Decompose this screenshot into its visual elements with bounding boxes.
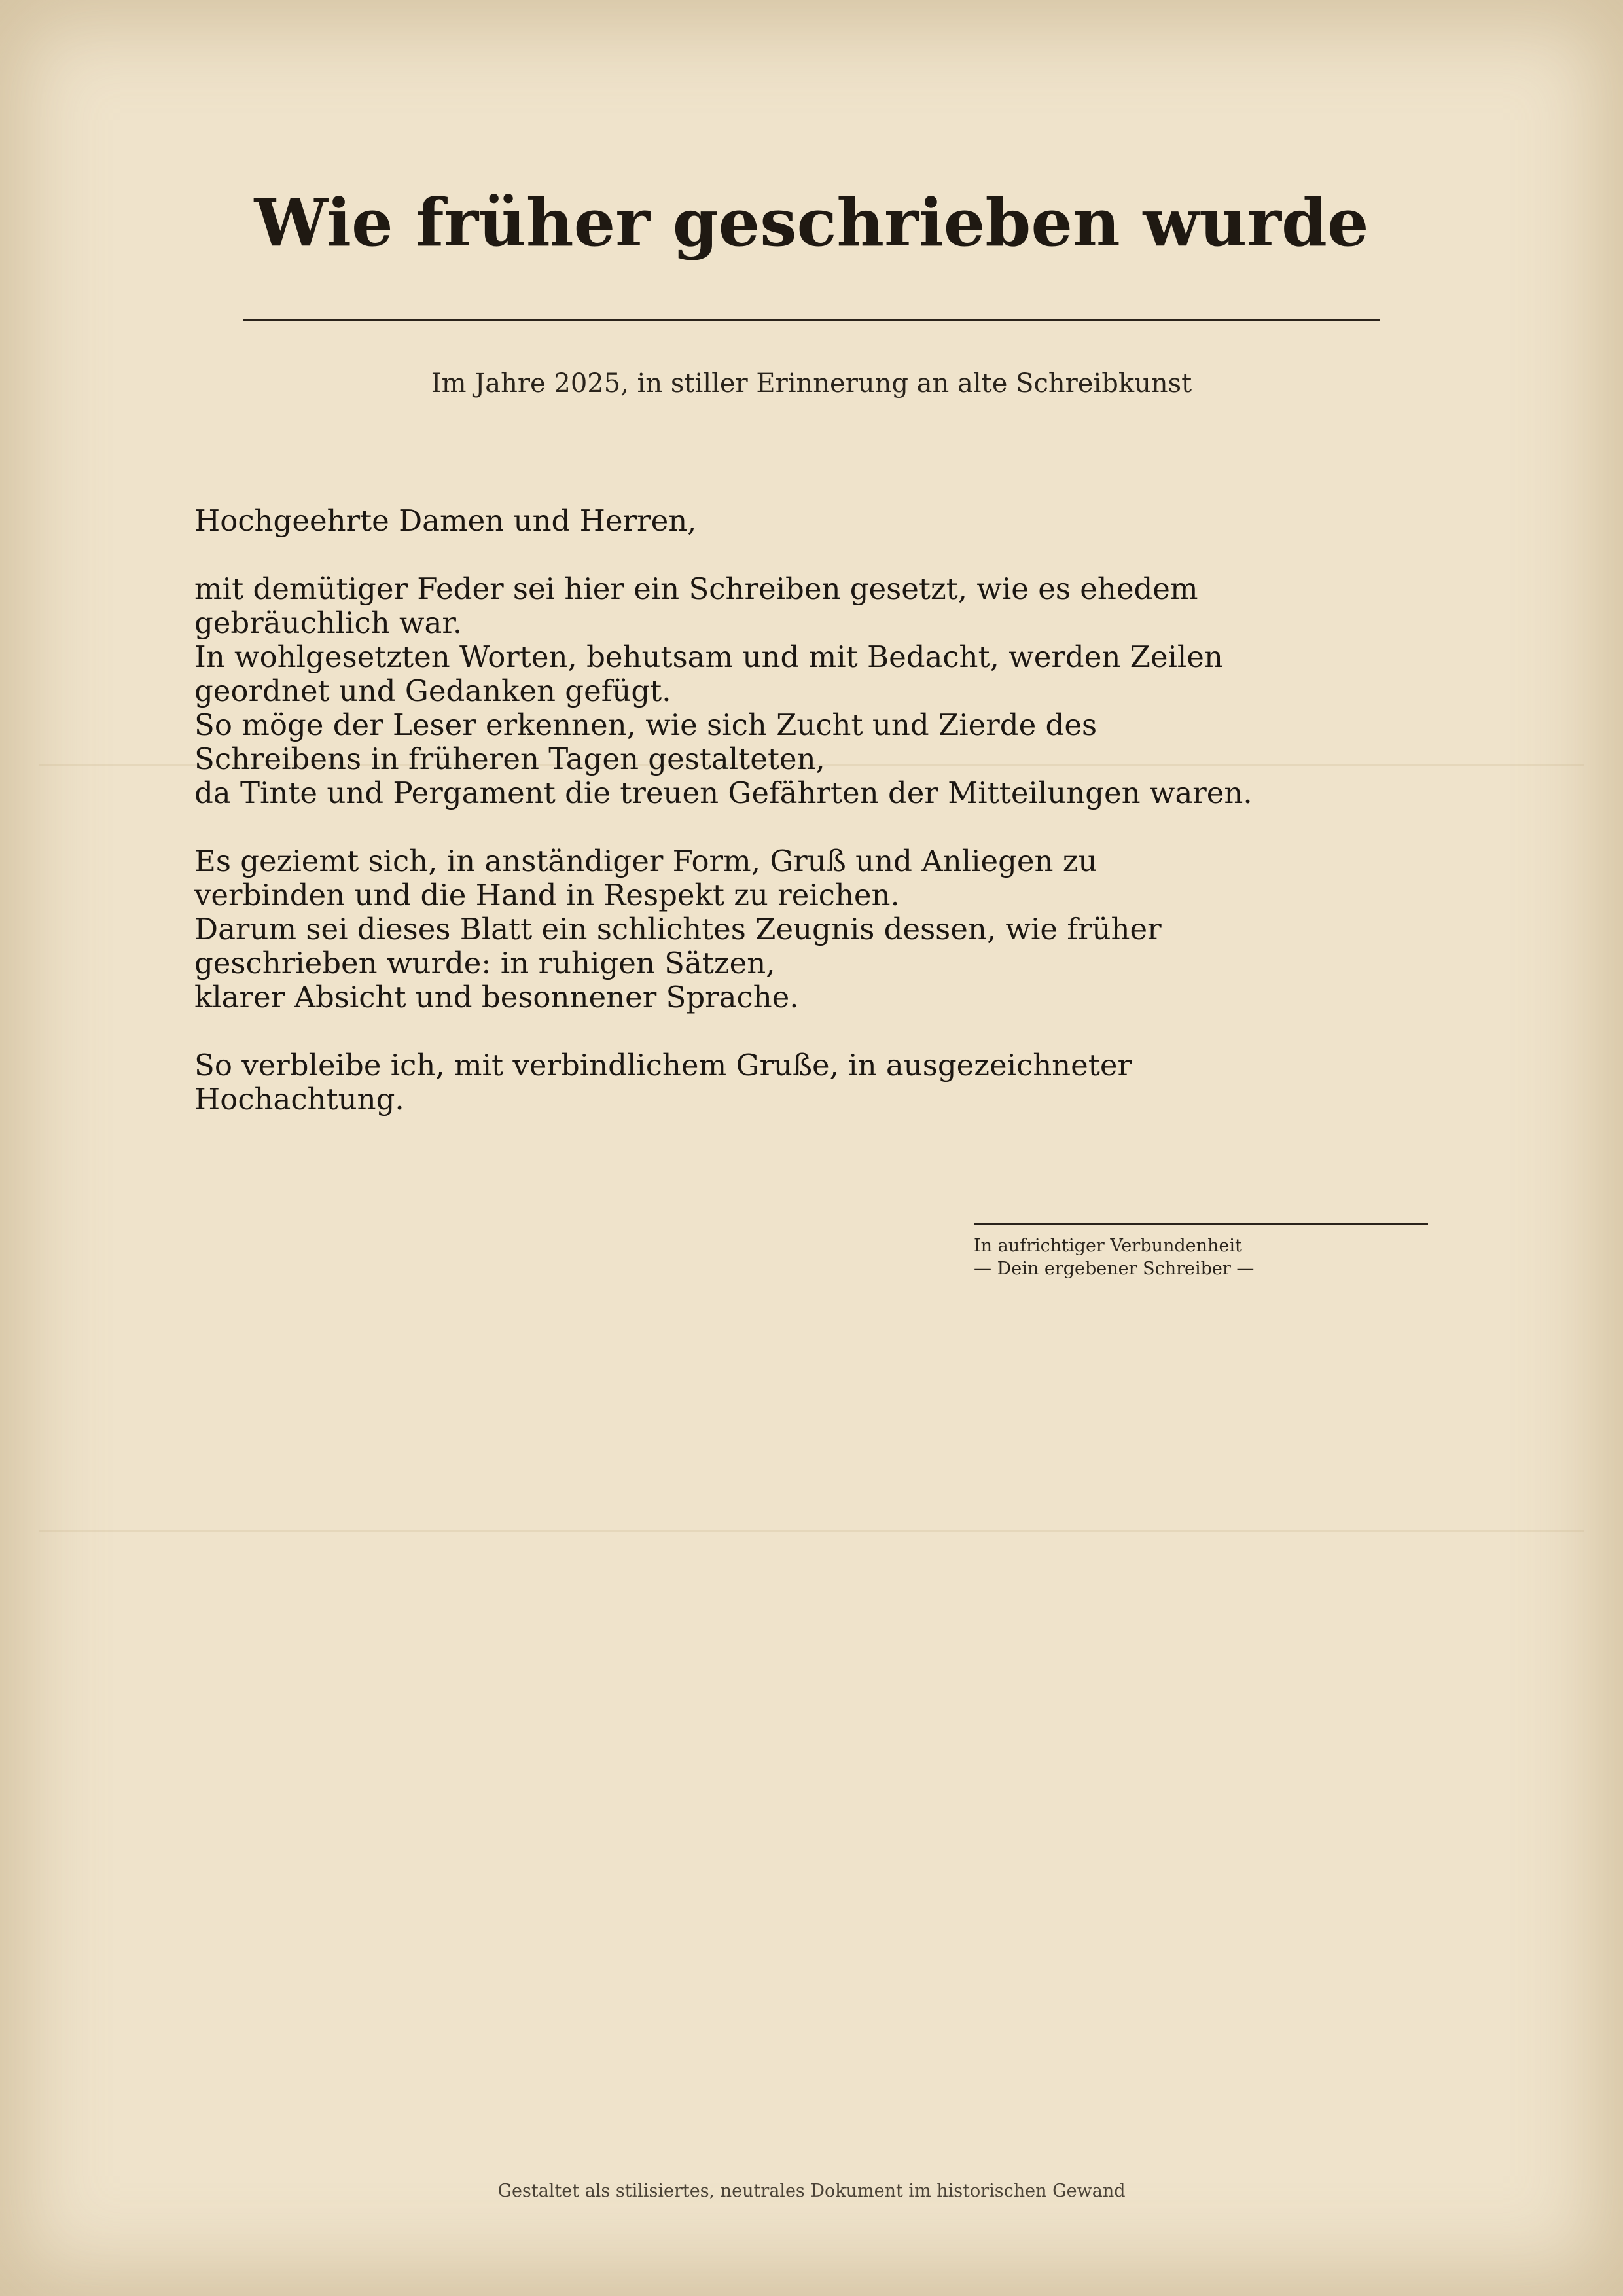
signature-rule — [974, 1223, 1428, 1225]
paragraph-2-line-3: klarer Absicht und besonnener Sprache. — [194, 980, 799, 1014]
fold-line-lower — [39, 1530, 1584, 1532]
signature-block — [974, 1234, 1254, 1280]
document-title: Wie früher geschrieben wurde — [254, 184, 1369, 261]
footer-note: Gestaltet als stilisiertes, neutrales Dokument im historischen Gewand — [497, 2181, 1126, 2201]
title-divider — [243, 319, 1380, 321]
paragraph-gap — [194, 1014, 1255, 1049]
salutation: Hochgeehrte Damen und Herren, — [194, 503, 697, 538]
closing-line: So verbleibe ich, mit verbindlichem Gruße, in ausgezeichneter Hochachtung. — [194, 1048, 1132, 1117]
paragraph-1-line-1: mit demütiger Feder sei hier ein Schreiben gesetzt, wie es ehedem gebräuchlich war. — [194, 571, 1198, 640]
paragraph-1-line-3: So möge der Leser erkennen, wie sich Zucht und Zierde des Schreibens in früheren Tagen gestalteten, — [194, 708, 1097, 776]
paragraph-2-line-1: Es geziemt sich, in anständiger Form, Gruß und Anliegen zu verbinden und die Hand in Respekt zu reichen. — [194, 844, 1097, 912]
paragraph-1-line-2: In wohlgesetzten Worten, behutsam und mit Bedacht, werden Zeilen geordnet und Gedanken gefügt. — [194, 639, 1223, 708]
document-subtitle: Im Jahre 2025, in stiller Erinnerung an alte Schreibkunst — [431, 368, 1192, 399]
paragraph-2-line-2: Darum sei dieses Blatt ein schlichtes Zeugnis dessen, wie früher geschrieben wurde: in ruhigen Sätzen, — [194, 912, 1162, 980]
letter-body — [194, 504, 1255, 1117]
signature-line-1: In aufrichtiger Verbundenheit — [974, 1236, 1242, 1256]
paragraph-gap — [194, 810, 1255, 844]
paragraph-1-line-4: da Tinte und Pergament die treuen Gefährten der Mitteilungen waren. — [194, 776, 1253, 810]
signature-line-2: — Dein ergebener Schreiber — — [974, 1259, 1255, 1279]
paragraph-gap — [194, 538, 1255, 572]
